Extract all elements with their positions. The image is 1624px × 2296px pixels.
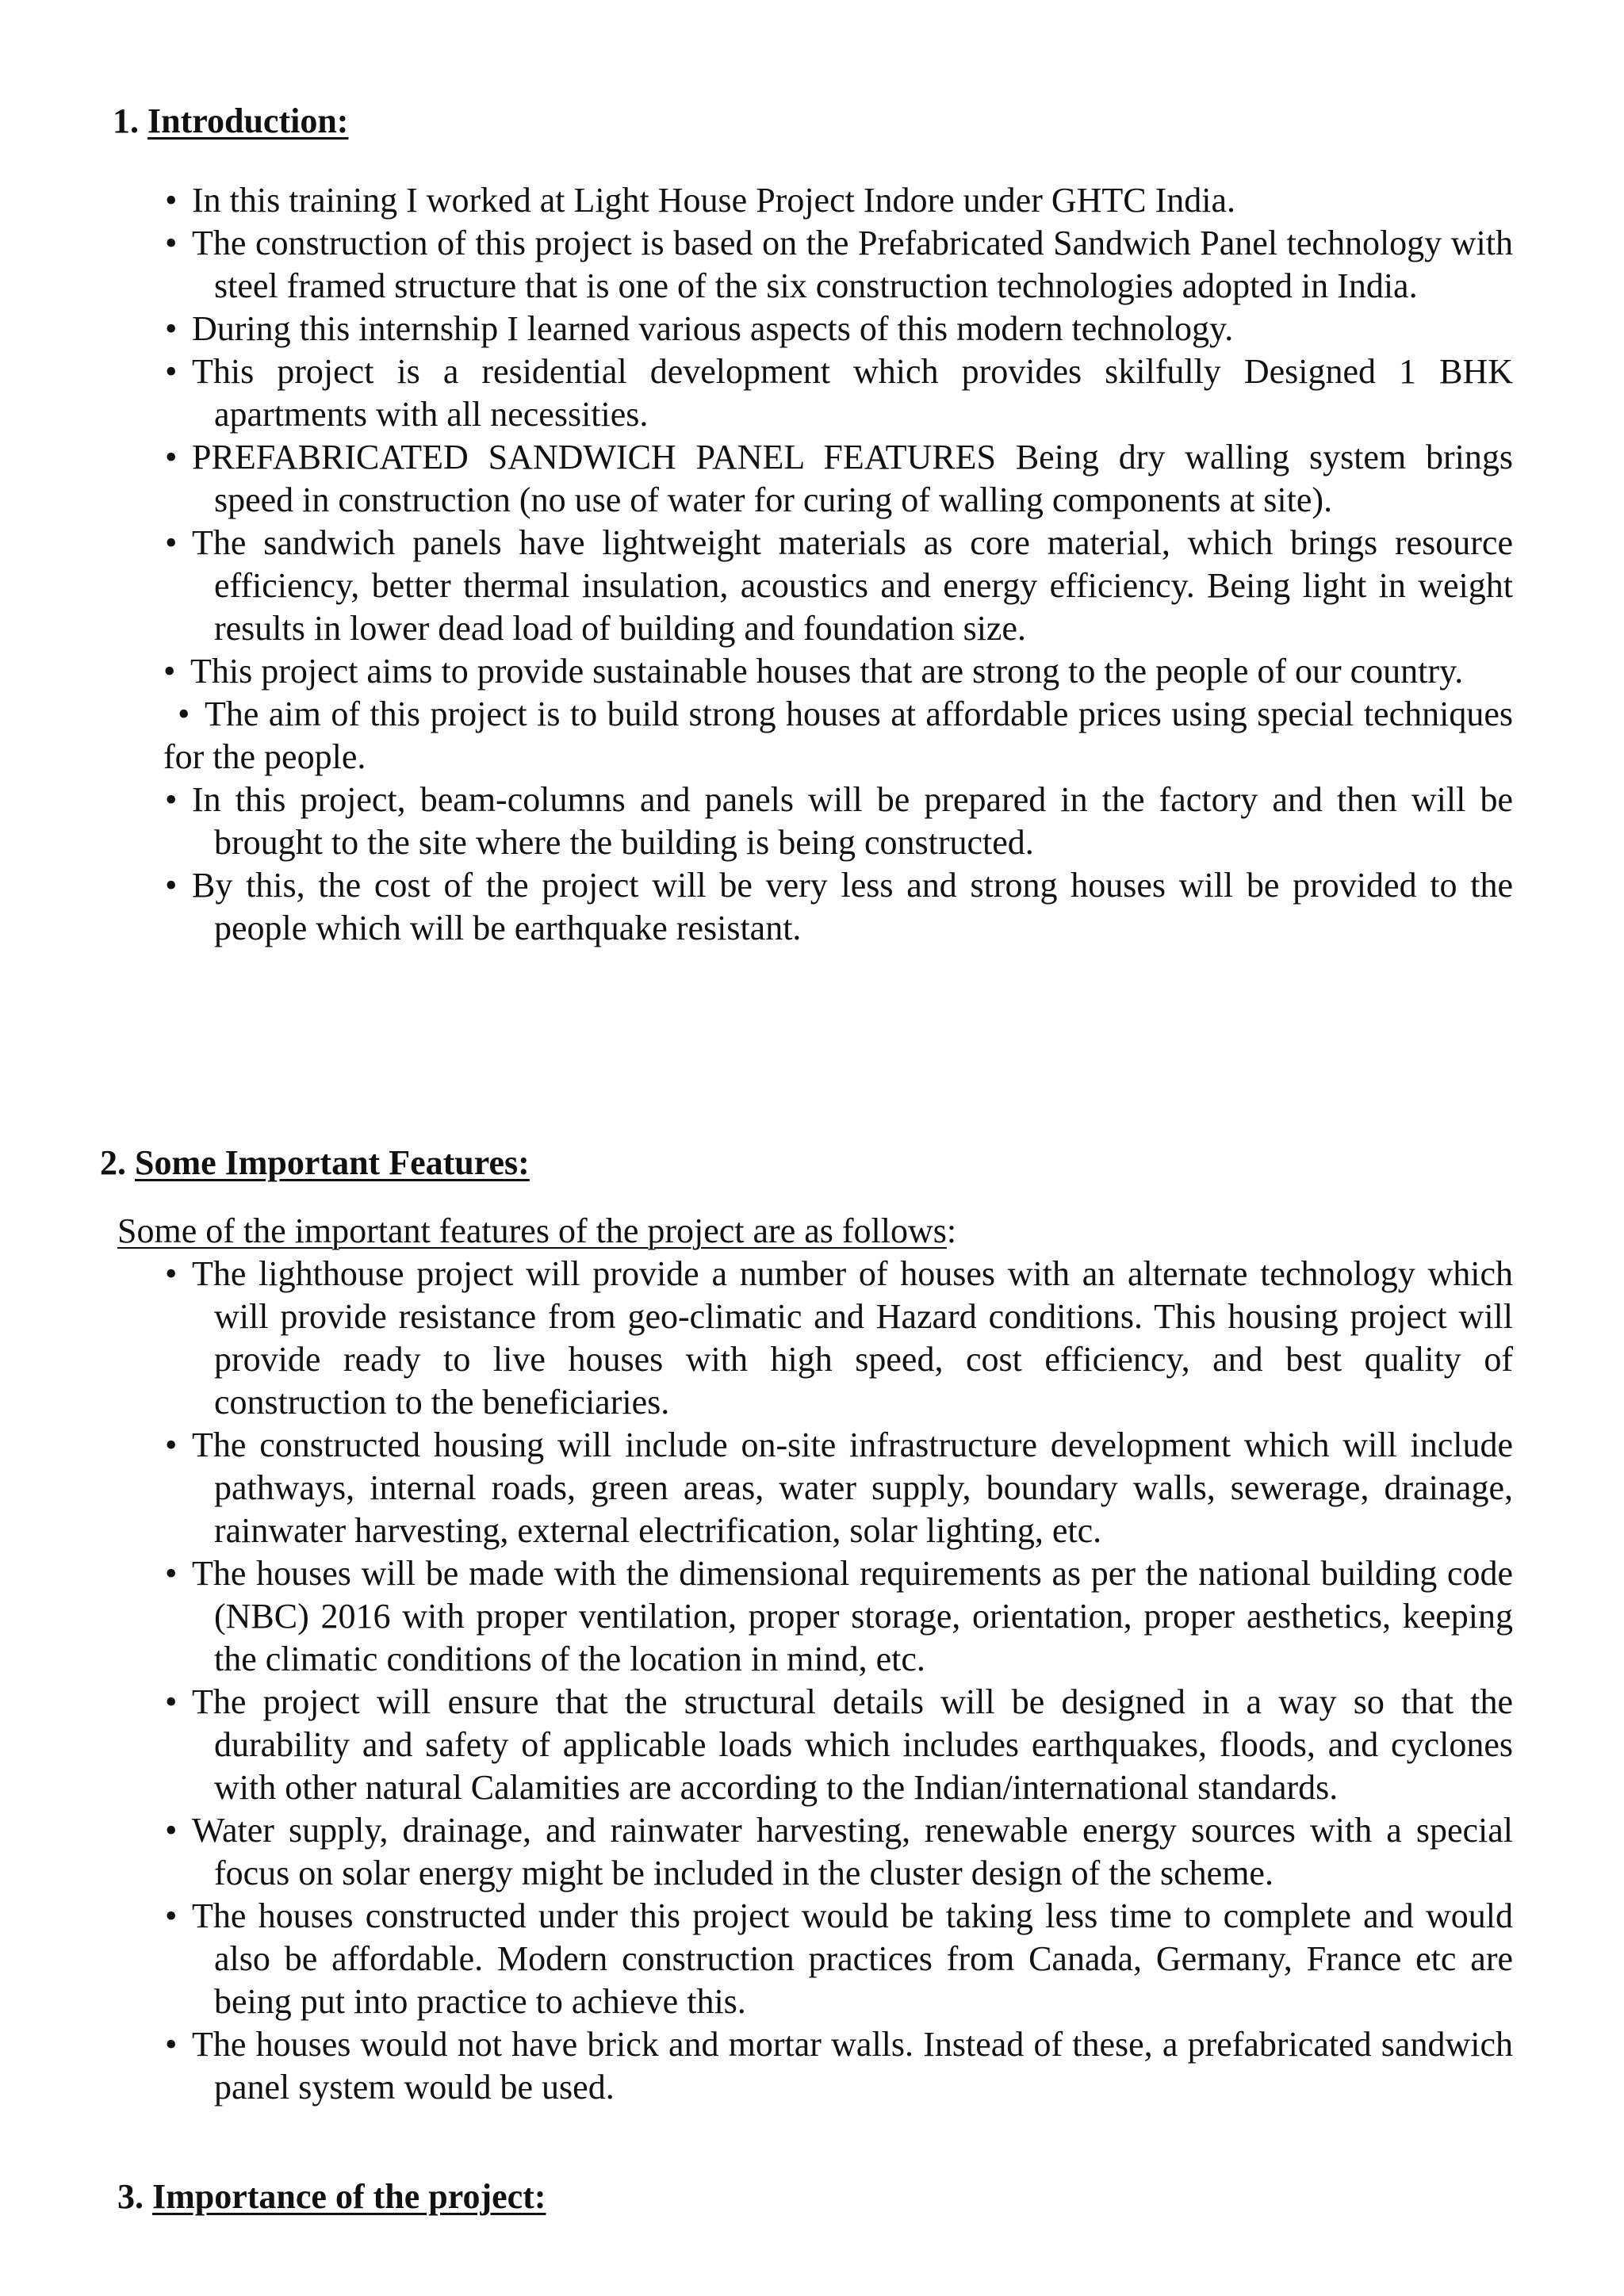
list-item: • This project aims to provide sustainable houses that are strong to the people of our country.: [163, 650, 1513, 693]
section-2-intro-suffix: :: [946, 1211, 957, 1250]
bullet-dot: •: [165, 780, 178, 819]
list-item: • The houses will be made with the dimensional requirements as per the national building code (NBC) 2016 with proper ventilation, proper storage, orientation, proper aesthetics, keeping the climatic conditions of the location in mind, etc.: [165, 1554, 1513, 1678]
bullet-dot: •: [165, 352, 178, 391]
section-3-heading: [117, 2175, 546, 2218]
list-item: • The houses would not have brick and mortar walls. Instead of these, a prefabricated sandwich panel system would be used.: [165, 2025, 1513, 2107]
section-1-number: 1.: [113, 101, 139, 140]
section-3-title: Importance of the project:: [152, 2177, 546, 2216]
section-1-title: Introduction:: [147, 101, 349, 140]
list-item: • PREFABRICATED SANDWICH PANEL FEATURES Being dry walling system brings speed in construction (no use of water for curing of walling components at site).: [165, 438, 1513, 519]
list-item: • The construction of this project is based on the Prefabricated Sandwich Panel technology with steel framed structure that is one of the six construction technologies adopted in India.: [165, 224, 1513, 305]
list-item: • The sandwich panels have lightweight materials as core material, which brings resource efficiency, better thermal insulation, acoustics and energy efficiency. Being light in weight results in lower dead load of building and foundation size.: [165, 523, 1513, 648]
section-2-intro: Some of the important features of the project are as follows:: [117, 1210, 956, 1253]
bullet-dot: •: [165, 1554, 178, 1593]
bullet-dot: •: [165, 866, 178, 905]
bullet-dot: •: [165, 1811, 178, 1850]
list-item: • The constructed housing will include on-site infrastructure development which will include pathways, internal roads, green areas, water supply, boundary walls, sewerage, drainage, rainwater harvesting, external electrification, solar lighting, etc.: [165, 1425, 1513, 1550]
list-item: • The project will ensure that the structural details will be designed in a way so that the durability and safety of applicable loads which includes earthquakes, floods, and cyclones with other natural Calamities are according to the Indian/international standards.: [165, 1682, 1513, 1807]
list-item: • The aim of this project is to build strong houses at affordable prices using special techniques for the people.: [163, 695, 1513, 776]
bullet-dot: •: [165, 438, 178, 476]
bullet-dot: •: [165, 523, 178, 562]
section-2-heading: [100, 1142, 530, 1184]
bullet-dot: •: [165, 309, 178, 348]
section-2-title: Some Important Features:: [135, 1143, 530, 1182]
bullet-dot: •: [165, 1682, 178, 1721]
bullet-dot: •: [165, 224, 178, 262]
section-2-number: 2.: [100, 1143, 126, 1182]
bullet-dot: •: [163, 652, 176, 691]
section-3-number: 3.: [117, 2177, 144, 2216]
bullet-dot: •: [165, 1254, 178, 1293]
section-1-bullet-list: [165, 179, 1513, 950]
bullet-dot: •: [165, 181, 178, 220]
list-item: • During this internship I learned various aspects of this modern technology.: [165, 308, 1513, 350]
list-item: • By this, the cost of the project will be very less and strong houses will be provided to the people which will be earthquake resistant.: [165, 866, 1513, 947]
list-item: • The lighthouse project will provide a number of houses with an alternate technology which will provide resistance from geo-climatic and Hazard conditions. This housing project will provide ready to live houses with high speed, cost efficiency, and best quality of construction to the beneficiaries.: [165, 1254, 1513, 1422]
section-2-bullet-list: [165, 1253, 1513, 2109]
list-item: • Water supply, drainage, and rainwater harvesting, renewable energy sources with a special focus on solar energy might be included in the cluster design of the scheme.: [165, 1811, 1513, 1892]
list-item: • The houses constructed under this project would be taking less time to complete and would also be affordable. Modern construction practices from Canada, Germany, France etc are being put into practice to achieve this.: [165, 1896, 1513, 2021]
list-item: • This project is a residential development which provides skilfully Designed 1 BHK apartments with all necessities.: [165, 352, 1513, 434]
section-1-heading: [113, 100, 348, 143]
bullet-dot: •: [165, 1896, 178, 1935]
bullet-dot: •: [165, 1425, 178, 1464]
bullet-dot: •: [178, 695, 190, 733]
list-item: • In this training I worked at Light House Project Indore under GHTC India.: [165, 179, 1513, 222]
list-item: • In this project, beam-columns and panels will be prepared in the factory and then will be brought to the site where the building is being constructed.: [165, 780, 1513, 862]
bullet-dot: •: [165, 2025, 178, 2064]
